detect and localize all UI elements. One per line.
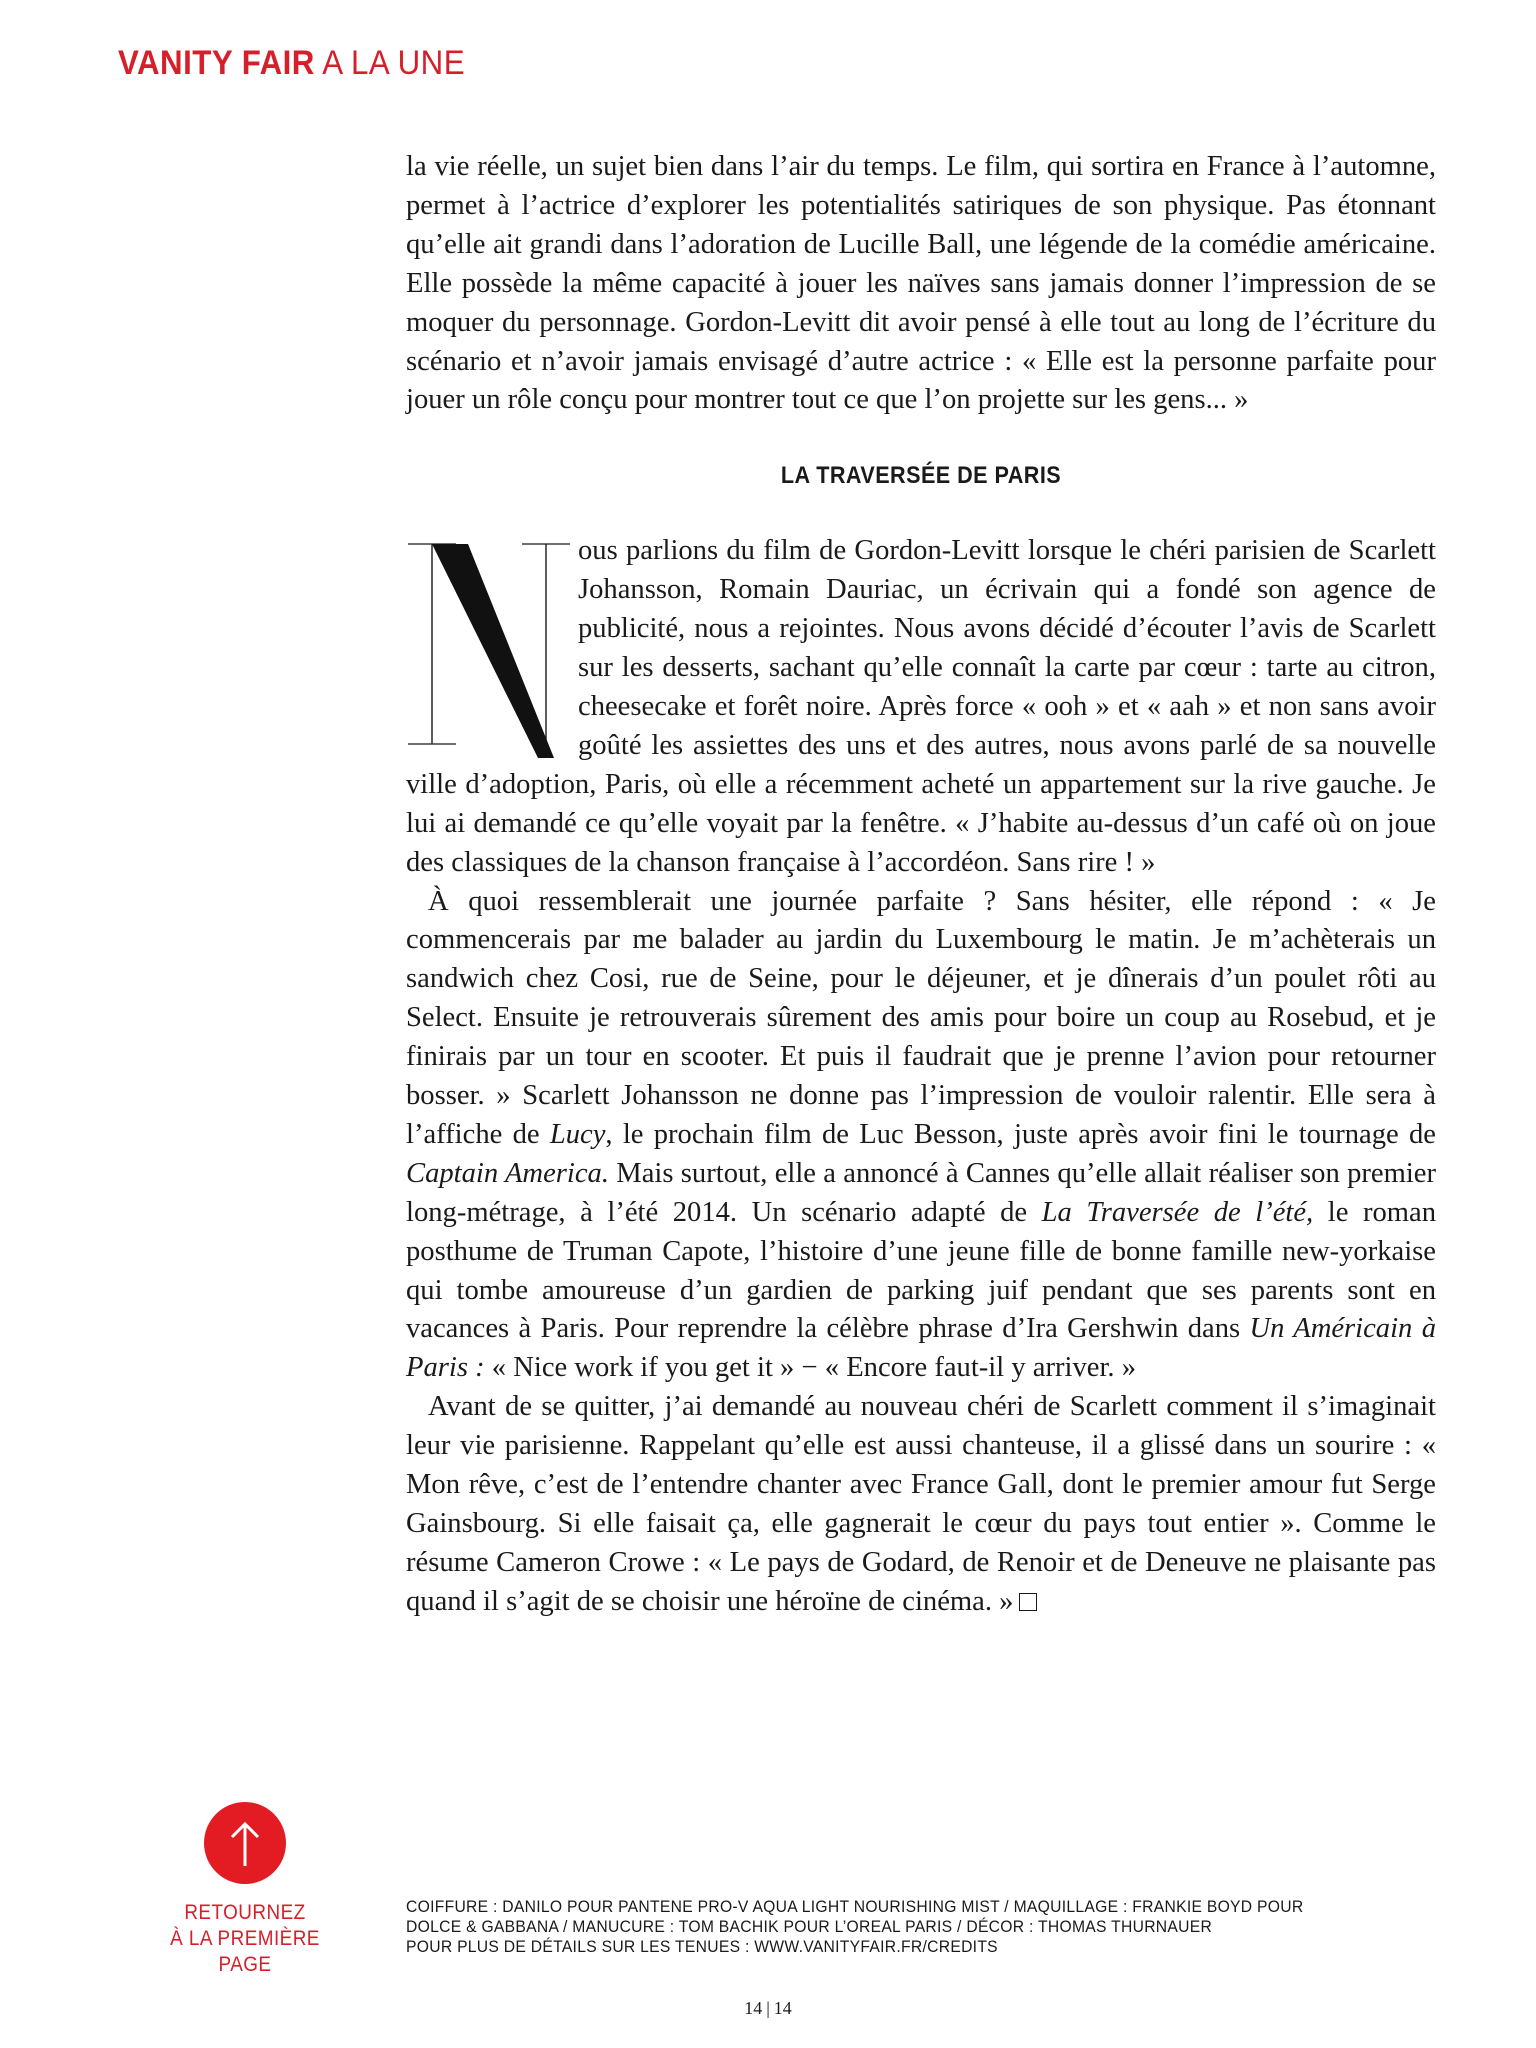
photo-credits bbox=[406, 1897, 1413, 1957]
section-title: LA TRAVERSÉE DE PARIS bbox=[780, 462, 1062, 490]
credits-line: COIFFURE : DANILO POUR PANTENE PRO-V AQUA LIGHT NOURISHING MIST / MAQUILLAGE : FRANKIE BOYD POUR bbox=[406, 1898, 1304, 1916]
back-label-line2: À LA PREMIÈRE PAGE bbox=[170, 1927, 320, 1976]
section-name: A LA UNE bbox=[322, 44, 466, 82]
film-title-americain: Un Américain à Paris : bbox=[406, 1313, 1436, 1384]
current-page: 14 bbox=[744, 1998, 763, 2018]
paragraph-3: Avant de se quitter, j’ai demandé au nouveau chéri de Scarlett comment il s’imaginait leur vie parisienne. Rappelant qu’elle est aussi chanteuse, il a glissé dans un sourire : « Mon rêve, c’est de l’entendre chanter avec France Gall, dont le premier amour fut Serge Gainsbourg. Si elle faisait ça, elle gagnerait le cœur du pays tout entier ». Comme le résume Cameron Crowe : « Le pays de Godard, de Renoir et de Deneuve ne plaisante pas quand il s’agit de se choisir une héroïne de cinéma. » bbox=[406, 1391, 1436, 1617]
credits-line: DOLCE & GABBANA / MANUCURE : TOM BACHIK POUR L’OREAL PARIS / DÉCOR : THOMAS THURNAUER bbox=[406, 1918, 1213, 1936]
book-title: La Traversée de l’été, bbox=[1041, 1196, 1314, 1228]
brand-name: VANITY FAIR bbox=[118, 44, 315, 82]
back-label-line1: RETOURNEZ bbox=[184, 1901, 306, 1924]
credits-line: POUR PLUS DE DÉTAILS SUR LES TENUES : WWW.VANITYFAIR.FR/CREDITS bbox=[406, 1938, 998, 1956]
paragraph-2: À quoi ressemblerait une journée parfaite ? Sans hésiter, elle répond : « Je commencerais par me balader au jardin du Luxembourg le matin. Je m’achèterais un sandwich chez Cosi, rue de Seine, pour le déjeuner, et je dînerais d’un poulet rôti au Select. Ensuite je retrouverais sûrement des amis pour boire un coup au Rosebud, et je finirais par un tour en scooter. Et puis il faudrait que je prenne l’avion pour retourner bosser. » Scarlett Johansson ne donne pas l’impression de vouloir ralentir. Elle sera à l’affiche de Lucy, le prochain film de Luc Besson, juste après avoir fini le tournage de Captain America. Mais surtout, elle a annoncé à Cannes qu’elle allait réaliser son premier long-métrage, à l’été 2014. Un scénario adapté de La Traversée de l’été, le roman posthume de Truman Capote, l’histoire d’une jeune fille de bonne famille new-yorkaise qui tombe amoureuse d’un gardien de parking juif pendant que ses parents sont en vacances à Paris. Pour reprendre la célèbre phrase d’Ira Gershwin dans Un Américain à Paris : « Nice work if you get it » − « Encore faut-il y arriver. » bbox=[406, 885, 1436, 1384]
page-separator: | bbox=[766, 1998, 770, 2018]
drop-cap bbox=[406, 536, 572, 758]
drop-cap-glyph bbox=[406, 536, 572, 758]
magazine-header bbox=[118, 44, 465, 83]
arrow-up-icon bbox=[204, 1802, 286, 1884]
back-to-first-page-button[interactable] bbox=[204, 1802, 286, 1884]
end-of-article-icon bbox=[1019, 1593, 1037, 1611]
film-title-lucy: Lucy bbox=[549, 1118, 606, 1150]
page-number bbox=[0, 1998, 1536, 2019]
paragraph-intro: la vie réelle, un sujet bien dans l’air du temps. Le film, qui sortira en France à l’automne, permet à l’actrice d’explorer les potentialités satiriques de son physique. Pas étonnant qu’elle ait grandi dans l’adoration de Lucille Ball, une légende de la comédie américaine. Elle possède la même capacité à jouer les naïves sans jamais donner l’impression de se moquer du personnage. Gordon-Levitt dit avoir pensé à elle tout au long de l’écriture du scénario et n’avoir jamais envisagé d’autre actrice : « Elle est la personne parfaite pour jouer un rôle conçu pour montrer tout ce que l’on projette sur les gens... » bbox=[406, 151, 1436, 416]
back-to-first-page-link[interactable] bbox=[151, 1900, 340, 1978]
dropcap-text: ous parlions du film de Gordon-Levitt lorsque le chéri parisien de Scarlett Johansson, Romain Dauriac, un écrivain qui a fondé son agence de publicité, nous a rejointes. Nous avons décidé d’écouter l’avis de Scarlett sur les desserts, sachant qu’elle connaît la carte par cœur : tarte au citron, cheesecake et forêt noire. Après force « ooh » et « aah » et non sans avoir goûté les assiettes des uns et des autres, nous avons parlé de sa nouvelle ville d’adoption, Paris, où elle a récemment acheté un appartement sur la rive gauche. Je lui ai demandé ce qu’elle voyait par la fenêtre. « J’habite au-dessus d’un café où on joue des classiques de la chanson française à l’accordéon. Sans rire ! » bbox=[406, 535, 1436, 878]
paragraph-dropcap bbox=[406, 532, 1436, 882]
article-body bbox=[406, 148, 1436, 1622]
total-pages: 14 bbox=[773, 1998, 792, 2018]
film-title-captain-america: Captain America. bbox=[406, 1157, 609, 1189]
